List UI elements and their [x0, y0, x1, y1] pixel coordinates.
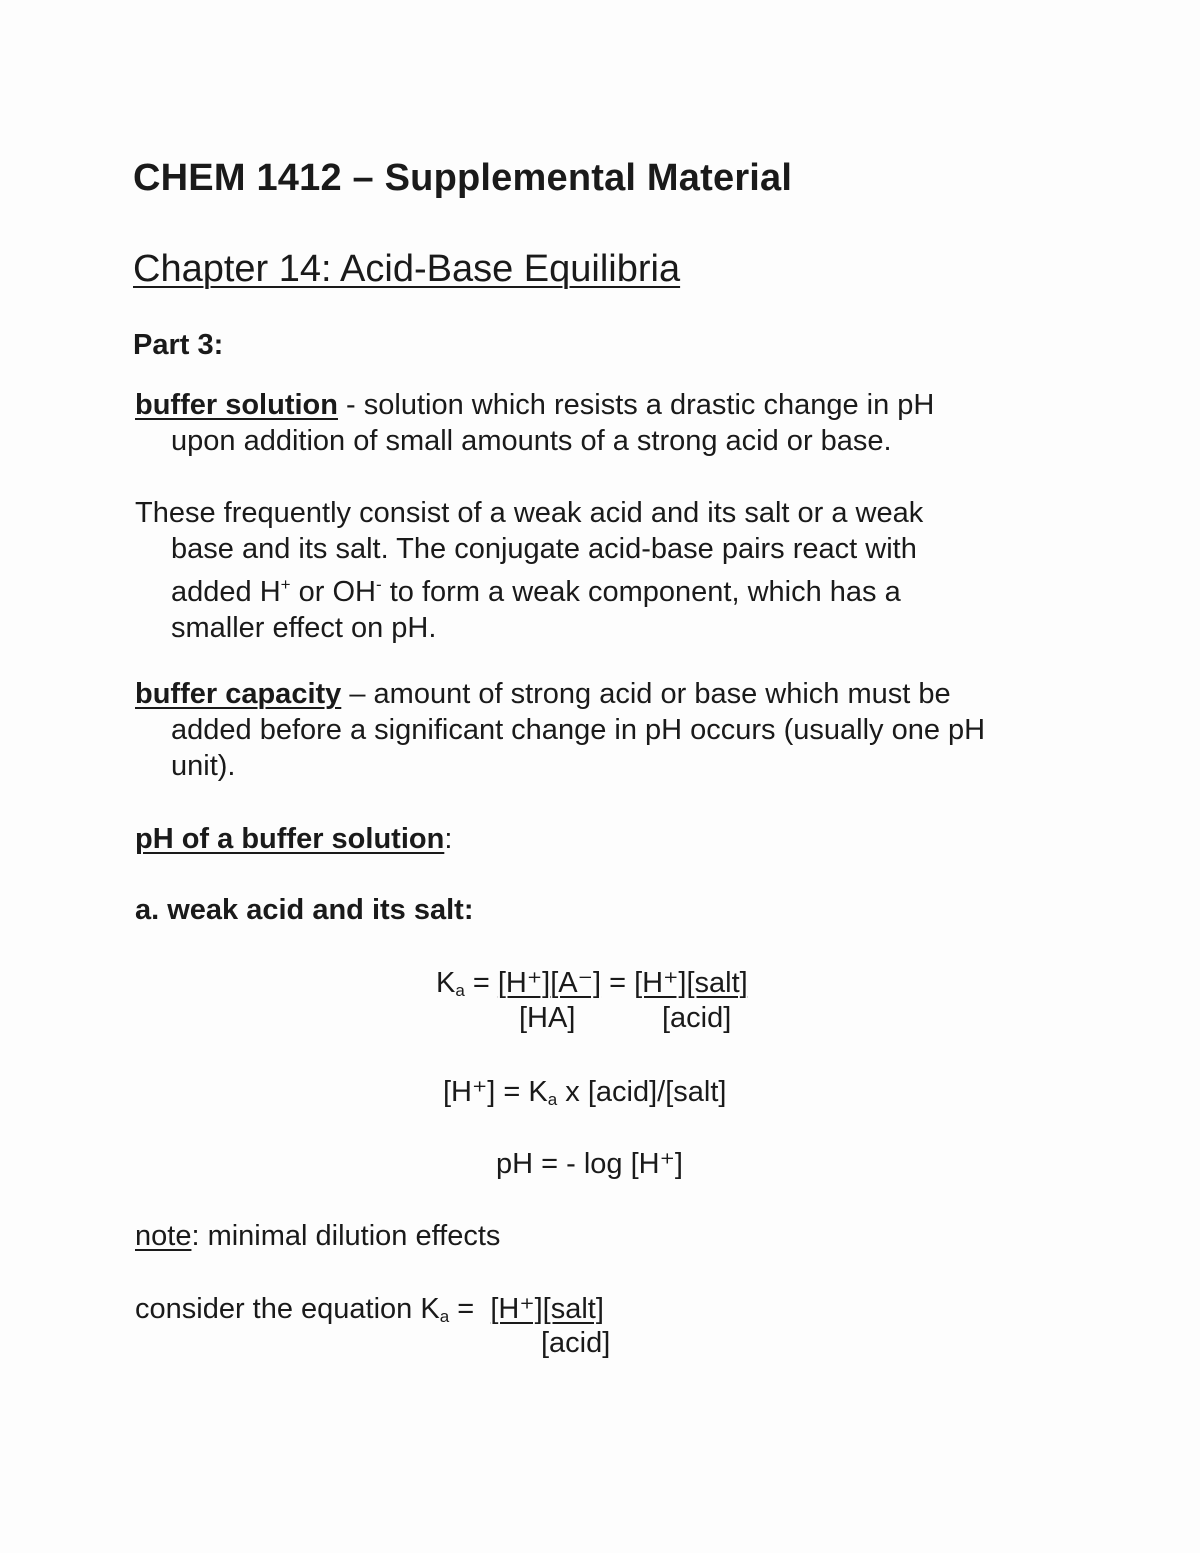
document-title: CHEM 1412 – Supplemental Material [133, 157, 793, 199]
note-line: note: minimal dilution effects [135, 1220, 501, 1252]
part-heading: Part 3: [133, 329, 224, 361]
h-concentration-equation: $[H^+] = K_a$ x [acid]/[salt] [443, 1076, 727, 1109]
section-a-heading: a. weak acid and its salt: [135, 894, 474, 926]
buffer-solution-term: buffer solution [135, 389, 338, 421]
consider-numerator: [H⁺][salt] [490, 1293, 604, 1325]
ka-denominator-1: [HA] [519, 1002, 576, 1034]
ka-equation-numerator-row: $K_a = [H^+][A^-]$ = [H⁺][salt] [436, 967, 748, 1000]
buffer-capacity-term: buffer capacity [135, 678, 342, 710]
composition-paragraph: These frequently consist of a weak acid and its salt or a weak base and its salt. The conjugate acid-base pairs react with added H+ or OH- to form a weak component, which has a smaller effect on pH. [135, 497, 924, 644]
chapter-heading: Chapter 14: Acid-Base Equilibria [133, 248, 681, 290]
ph-buffer-heading: pH of a buffer solution: [135, 823, 453, 855]
buffer-capacity-definition: buffer capacity – amount of strong acid or base which must be added before a significant change in pH occurs (usually one pH unit). [135, 678, 986, 782]
consider-denominator: [acid] [541, 1327, 611, 1359]
ph-equation: pH = - log [H⁺] [496, 1148, 683, 1180]
note-label: note [135, 1220, 192, 1252]
ka-numerator-2: [H⁺][salt] [634, 967, 748, 999]
consider-equation: consider the equation $K_a$ = [H⁺][salt] [135, 1293, 604, 1326]
ka-numerator-1: [H⁺][A⁻] [497, 967, 602, 999]
ka-denominator-2: [acid] [662, 1002, 732, 1034]
buffer-solution-definition: buffer solution - solution which resists a drastic change in pH upon addition of small amounts of a strong acid or base. [135, 389, 935, 457]
